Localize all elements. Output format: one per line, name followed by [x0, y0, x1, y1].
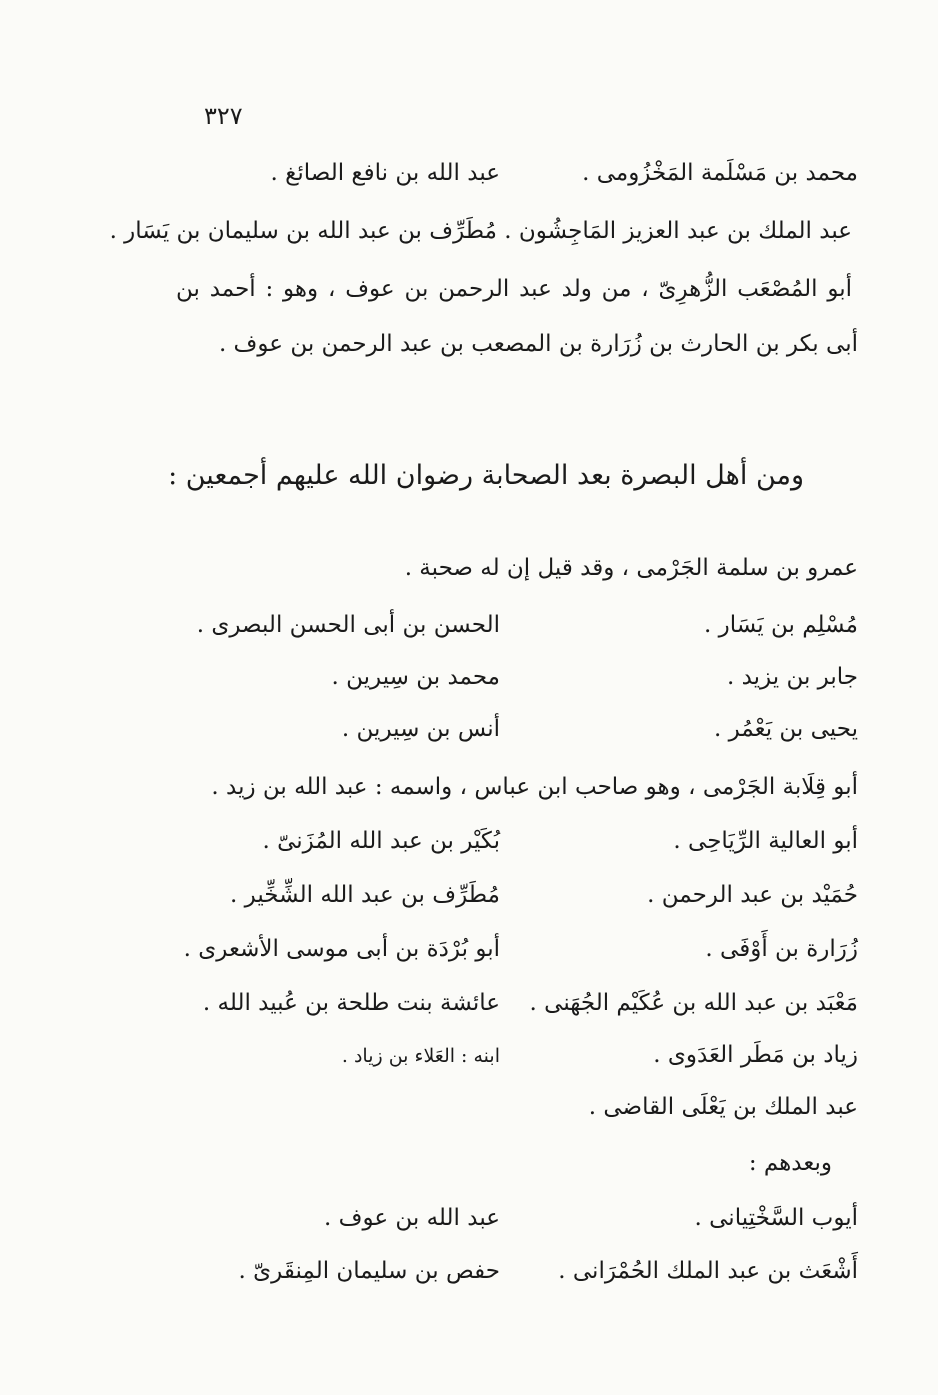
list-item-left: ابنه : العَلاء بن زياد . — [341, 1045, 500, 1067]
list-item-right: يحيى بن يَعْمُر . — [714, 716, 858, 742]
basra-line-qilaba: أبو قِلَابة الجَرْمى ، وهو صاحب ابن عباس ، واسمه : عبد الله بن زيد . — [211, 774, 858, 800]
intro-line2: عبد الملك بن عبد العزيز المَاجِشُون . مُطَرِّف بن عبد الله بن سليمان بن يَسَار . — [109, 218, 852, 244]
page-number: ٣٢٧ — [204, 102, 243, 130]
basra-line-qadi: عبد الملك بن يَعْلَى القاضى . — [588, 1094, 858, 1120]
list-item-right: أيوب السَّخْتِيانى . — [694, 1205, 858, 1231]
list-item-left: الحسن بن أبى الحسن البصرى . — [196, 612, 500, 638]
list-item-right: زُرَارة بن أَوْفَى . — [705, 936, 858, 962]
intro-row1-left: عبد الله بن نافع الصائغ . — [270, 160, 500, 186]
intro-line4: أبى بكر بن الحارث بن زُرَارة بن المصعب بن عبد الرحمن بن عوف . — [218, 331, 858, 357]
list-item-left: عائشة بنت طلحة بن عُبيد الله . — [202, 990, 500, 1016]
list-item-left: مُطَرِّف بن عبد الله الشِّخِّير . — [230, 882, 500, 908]
after-label: وبعدهم : — [748, 1150, 832, 1176]
list-item-right: مَعْبَد بن عبد الله بن عُكَيْم الجُهَنى . — [529, 990, 858, 1016]
list-item-right: حُمَيْد بن عبد الرحمن . — [647, 882, 858, 908]
list-item-left: أنس بن سِيرين . — [341, 716, 500, 742]
list-item-right: زياد بن مَطَر العَدَوى . — [653, 1042, 858, 1068]
list-item-left: محمد بن سِيرين . — [331, 664, 500, 690]
basra-line1: عمرو بن سلمة الجَرْمى ، وقد قيل إن له صحبة . — [404, 555, 858, 581]
list-item-right: جابر بن يزيد . — [726, 664, 858, 690]
list-item-left: أبو بُرْدَة بن أبى موسى الأشعرى . — [183, 936, 500, 962]
section-heading: ومن أهل البصرة بعد الصحابة رضوان الله عليهم أجمعين : — [168, 460, 804, 491]
list-item-right: مُسْلِم بن يَسَار . — [704, 612, 858, 638]
intro-row1-right: محمد بن مَسْلَمة المَخْزُومى . — [582, 160, 858, 186]
list-item-right: أَشْعَث بن عبد الملك الحُمْرَانى . — [558, 1258, 858, 1284]
list-item-left: حفص بن سليمان المِنقَرىّ . — [238, 1258, 500, 1284]
list-item-right: أبو العالية الرِّيَاحِى . — [673, 828, 858, 854]
intro-line3: أبو المُصْعَب الزُّهرِىّ ، من ولد عبد الرحمن بن عوف ، وهو : أحمد بن — [176, 276, 852, 302]
list-item-left: بُكَيْر بن عبد الله المُزَنىّ . — [262, 828, 500, 854]
list-item-left: عبد الله بن عوف . — [324, 1205, 500, 1231]
